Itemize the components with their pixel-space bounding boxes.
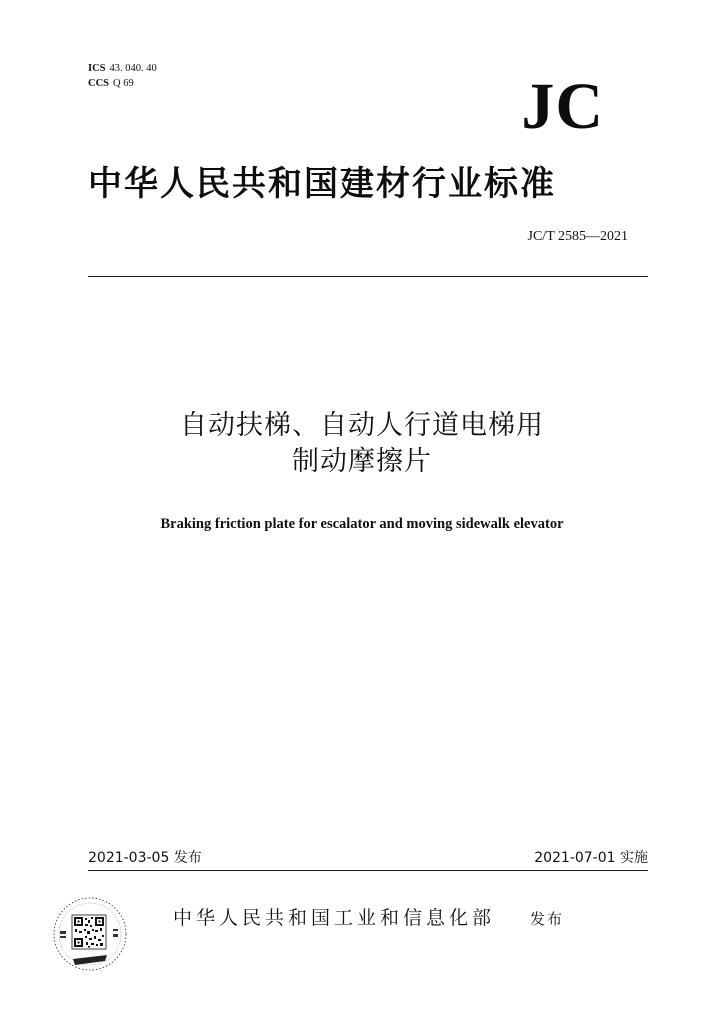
document-title-english: Braking friction plate for escalator and moving sidewalk elevator	[160, 516, 564, 532]
header-divider	[88, 276, 648, 277]
classification-codes	[88, 61, 157, 91]
title-line-1: 自动扶梯、自动人行道电梯用	[180, 410, 544, 441]
jc-logo: JC	[521, 70, 604, 143]
implementation-date: 2021-07-01 实施	[534, 850, 648, 866]
title-line-2: 制动摩擦片	[292, 446, 432, 477]
issue-date: 2021-03-05 发布	[88, 850, 202, 866]
document-title-chinese	[62, 408, 662, 480]
footer-divider	[88, 870, 648, 871]
anti-counterfeit-qr-seal-icon	[47, 895, 133, 973]
publish-label: 发布	[530, 910, 565, 928]
standard-category-title: 中华人民共和国建材行业标准	[88, 164, 556, 204]
standard-number: JC/T 2585—2021	[527, 229, 628, 244]
ccs-code: CCS Q 69	[88, 78, 134, 89]
publisher-name: 中华人民共和国工业和信息化部	[173, 907, 496, 929]
ics-code: ICS 43. 040. 40	[88, 63, 157, 74]
